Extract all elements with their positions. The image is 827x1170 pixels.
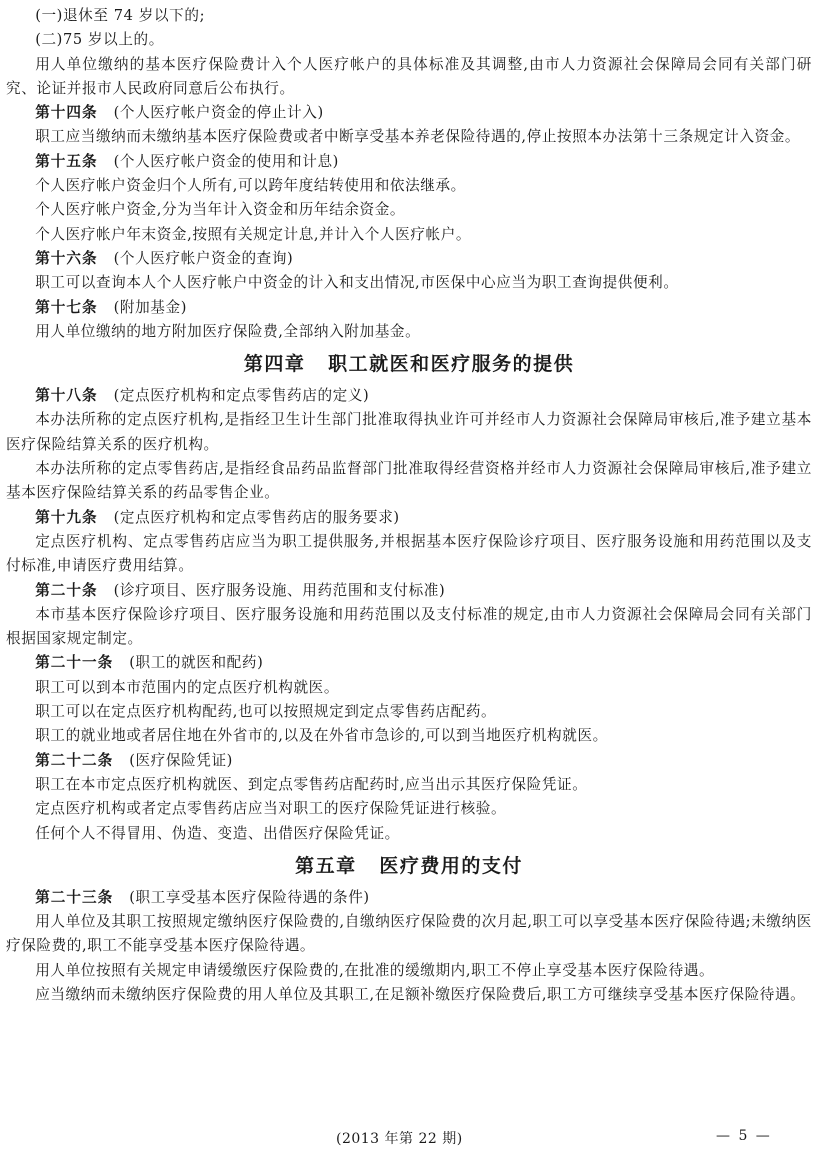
chapter-heading xyxy=(6,350,812,378)
article-heading xyxy=(6,247,812,271)
body-paragraph: 本办法所称的定点医疗机构,是指经卫生计生部门批准取得执业许可并经市人力资源社会保障局审核后,准予建立基本医疗保险结算关系的医疗机构。 xyxy=(6,411,812,453)
article-heading xyxy=(6,749,812,773)
body-paragraph: 职工可以到本市范围内的定点医疗机构就医。 xyxy=(35,678,340,696)
page-number: — 5 — xyxy=(716,1128,772,1144)
body-paragraph: 职工可以查询本人个人医疗帐户中资金的计入和支出情况,市医保中心应当为职工查询提供便利。 xyxy=(35,274,679,292)
article-heading xyxy=(6,150,812,174)
article-heading xyxy=(6,296,812,320)
article-heading xyxy=(6,886,812,910)
article-title: (职工享受基本医疗保险待遇的条件) xyxy=(129,888,370,906)
chapter-title: 医疗费用的支付 xyxy=(379,854,523,877)
chapter-number: 第五章 xyxy=(295,854,357,877)
body-paragraph: 用人单位按照有关规定申请缓缴医疗保险费的,在批准的缓缴期内,职工不停止享受基本医疗保险待遇。 xyxy=(35,961,715,979)
body-paragraph: 职工应当缴纳而未缴纳基本医疗保险费或者中断享受基本养老保险待遇的,停止按照本办法第十三条规定计入资金。 xyxy=(35,128,801,146)
body-paragraph: (二)75 岁以上的。 xyxy=(35,31,164,49)
chapter-title: 职工就医和医疗服务的提供 xyxy=(328,353,575,376)
body-paragraph: 用人单位缴纳的地方附加医疗保险费,全部纳入附加基金。 xyxy=(35,322,421,340)
body-paragraph: 个人医疗帐户年末资金,按照有关规定计息,并计入个人医疗帐户。 xyxy=(35,225,472,243)
body-paragraph: (一)退休至 74 岁以下的; xyxy=(35,7,206,24)
chapter-heading xyxy=(6,852,812,880)
body-paragraph: 定点医疗机构或者定点零售药店应当对职工的医疗保险凭证进行核验。 xyxy=(35,800,507,818)
article-number: 第十七条 xyxy=(35,298,98,316)
body-paragraph: 个人医疗帐户资金归个人所有,可以跨年度结转使用和依法继承。 xyxy=(35,177,466,195)
body-paragraph: 本市基本医疗保险诊疗项目、医疗服务设施和用药范围以及支付标准的规定,由市人力资源社会保障局会同有关部门根据国家规定制定。 xyxy=(6,605,812,648)
article-heading xyxy=(6,651,812,675)
article-title: (个人医疗帐户资金的查询) xyxy=(113,249,294,267)
article-title: (诊疗项目、医疗服务设施、用药范围和支付标准) xyxy=(113,581,446,599)
body-paragraph: 本办法所称的定点零售药店,是指经食品药品监督部门批准取得经营资格并经市人力资源社会保障局审核后,准予建立基本医疗保险结算关系的药品零售企业。 xyxy=(6,460,812,502)
article-title: (定点医疗机构和定点零售药店的定义) xyxy=(113,387,370,405)
body-paragraph: 应当缴纳而未缴纳医疗保险费的用人单位及其职工,在足额补缴医疗保险费后,职工方可继续享受基本医疗保险待遇。 xyxy=(35,985,806,1003)
body-paragraph: 任何个人不得冒用、伪造、变造、出借医疗保险凭证。 xyxy=(35,824,400,842)
article-number: 第十五条 xyxy=(35,152,98,170)
body-paragraph: 用人单位缴纳的基本医疗保险费计入个人医疗帐户的具体标准及其调整,由市人力资源社会保障局会同有关部门研究、论证并报市人民政府同意后公布执行。 xyxy=(6,55,812,97)
article-title: (医疗保险凭证) xyxy=(129,751,233,769)
article-number: 第十六条 xyxy=(35,249,98,267)
issue-label: (2013 年第 22 期) xyxy=(336,1131,463,1147)
article-title: (附加基金) xyxy=(113,298,187,316)
article-number: 第十八条 xyxy=(35,387,98,405)
body-paragraph: 个人医疗帐户资金,分为当年计入资金和历年结余资金。 xyxy=(35,201,406,219)
article-heading xyxy=(6,506,812,530)
body-paragraph: 职工的就业地或者居住地在外省市的,以及在外省市急诊的,可以到当地医疗机构就医。 xyxy=(35,727,608,745)
article-heading xyxy=(6,579,812,603)
article-number: 第二十一条 xyxy=(35,654,114,672)
body-paragraph: 定点医疗机构、定点零售药店应当为职工提供服务,并根据基本医疗保险诊疗项目、医疗服务设施和用药范围以及支付标准,申请医疗费用结算。 xyxy=(6,532,812,575)
article-title: (个人医疗帐户资金的停止计入) xyxy=(113,104,324,122)
page-footer xyxy=(0,1128,827,1152)
body-paragraph: 职工可以在定点医疗机构配药,也可以按照规定到定点零售药店配药。 xyxy=(35,703,497,721)
body-paragraph: 用人单位及其职工按照规定缴纳医疗保险费的,自缴纳医疗保险费的次月起,职工可以享受基本医疗保险待遇;未缴纳医疗保险费的,职工不能享受基本医疗保险待遇。 xyxy=(6,913,812,955)
chapter-number: 第四章 xyxy=(243,353,306,376)
article-number: 第十九条 xyxy=(35,508,98,526)
document-body xyxy=(6,4,812,1007)
body-paragraph: 职工在本市定点医疗机构就医、到定点零售药店配药时,应当出示其医疗保险凭证。 xyxy=(35,775,588,793)
article-title: (职工的就医和配药) xyxy=(129,654,264,672)
article-title: (定点医疗机构和定点零售药店的服务要求) xyxy=(113,508,400,526)
article-heading xyxy=(6,101,812,125)
article-title: (个人医疗帐户资金的使用和计息) xyxy=(113,152,339,170)
article-heading xyxy=(6,384,812,408)
article-number: 第十四条 xyxy=(35,104,98,122)
article-number: 第二十条 xyxy=(35,581,98,599)
article-number: 第二十二条 xyxy=(35,751,114,769)
article-number: 第二十三条 xyxy=(35,888,114,906)
